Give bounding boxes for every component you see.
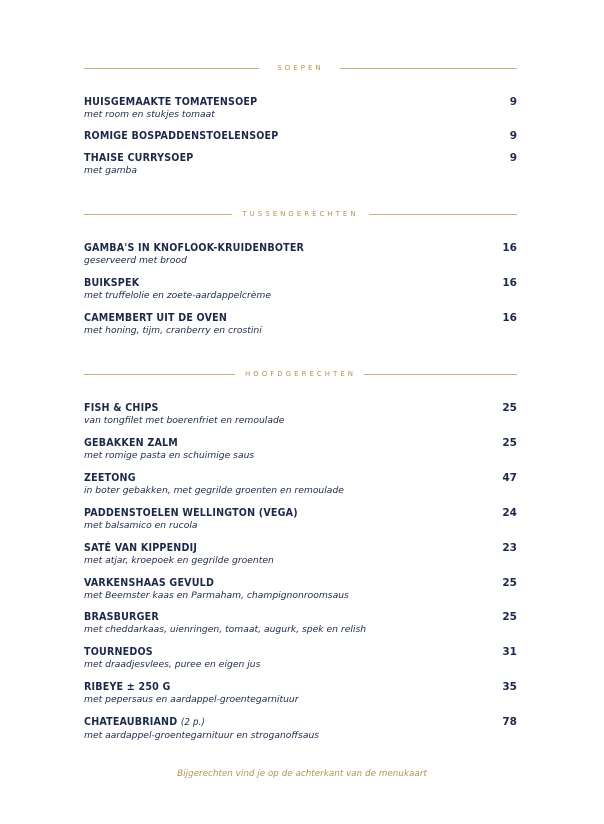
item-name: SATÉ VAN KIPPENDIJ [84, 542, 198, 554]
item-description: met draadjesvlees, puree en eigen jus [84, 659, 261, 670]
section-title: HOOFDGERECHTEN [235, 370, 366, 378]
menu-item [84, 95, 517, 121]
item-description: met honing, tijm, cranberry en crostini [84, 325, 262, 336]
menu-item [84, 401, 517, 427]
item-description: met cheddarkaas, uienringen, tomaat, augurk, spek en relish [84, 624, 367, 635]
item-description: met pepersaus en aardappel-groentegarnituur [84, 694, 299, 705]
item-name: THAISE CURRYSOEP [84, 152, 194, 164]
item-price: 25 [502, 577, 517, 589]
divider-line [369, 214, 517, 215]
item-description: met romige pasta en schuimige saus [84, 450, 255, 461]
item-price: 31 [502, 646, 517, 658]
item-price: 16 [502, 312, 517, 324]
item-description: met room en stukjes tomaat [84, 109, 215, 120]
item-price: 35 [502, 681, 517, 693]
menu-item [84, 506, 517, 532]
divider-line [84, 374, 244, 375]
footer-note: Bijgerechten vind je op de achterkant van de menukaart [177, 769, 427, 779]
item-name-text: CHATEAUBRIAND [84, 716, 178, 728]
menu-item [84, 311, 517, 337]
item-name: GEBAKKEN ZALM [84, 437, 178, 449]
item-price: 9 [509, 96, 517, 108]
menu-item [84, 576, 517, 602]
item-price: 24 [502, 507, 517, 519]
item-price: 9 [509, 152, 517, 164]
item-name: GAMBA'S IN KNOFLOOK-KRUIDENBOTER [84, 242, 305, 254]
section-header [84, 367, 517, 381]
item-description: met balsamico en rucola [84, 520, 198, 531]
item-name: ZEETONG [84, 472, 136, 484]
section-soepen [84, 61, 517, 75]
item-name: FISH & CHIPS [84, 402, 159, 414]
item-name: CAMEMBERT UIT DE OVEN [84, 312, 228, 324]
item-description: met truffelolie en zoete-aardappelcrème [84, 290, 271, 301]
item-price: 16 [502, 277, 517, 289]
item-name: VARKENSHAAS GEVULD [84, 577, 215, 589]
section-header [84, 207, 517, 221]
item-description: met aardappel-groentegarnituur en stroganoffsaus [84, 730, 320, 741]
item-price: 23 [502, 542, 517, 554]
section-title: TUSSENGERECHTEN [232, 210, 368, 218]
item-price: 47 [502, 472, 517, 484]
item-name: BRASBURGER [84, 611, 159, 623]
menu-item [84, 541, 517, 567]
menu-item [84, 276, 517, 302]
item-name: PADDENSTOELEN WELLINGTON (VEGA) [84, 507, 298, 519]
divider-line [364, 374, 517, 375]
menu-item [84, 645, 517, 671]
section-tussengerechten [84, 207, 517, 221]
item-description: van tongfilet met boerenfriet en remoulade [84, 415, 285, 426]
item-price: 25 [502, 437, 517, 449]
item-price: 25 [502, 611, 517, 623]
divider-line [84, 214, 232, 215]
item-price: 78 [502, 716, 517, 728]
item-description: geserveerd met brood [84, 255, 187, 266]
menu-item [84, 680, 517, 706]
item-description: met atjar, kroepoek en gegrilde groenten [84, 555, 274, 566]
menu-item [84, 129, 517, 143]
item-description: met Beemster kaas en Parmaham, champignonroomsaus [84, 590, 349, 601]
menu-item [84, 715, 517, 742]
section-title: SOEPEN [267, 64, 333, 72]
menu-item [84, 436, 517, 462]
item-name: RIBEYE ± 250 G [84, 681, 171, 693]
item-description: met gamba [84, 165, 137, 176]
item-name: HUISGEMAAKTE TOMATENSOEP [84, 96, 258, 108]
menu-item [84, 471, 517, 497]
divider-line [84, 68, 259, 69]
item-name: BUIKSPEK [84, 277, 140, 289]
item-name: ROMIGE BOSPADDENSTOELENSOEP [84, 130, 279, 142]
menu-item [84, 241, 517, 267]
item-price: 25 [502, 402, 517, 414]
menu-item [84, 151, 517, 177]
menu-item [84, 610, 517, 636]
section-header [84, 61, 517, 75]
section-hoofdgerechten [84, 367, 517, 381]
item-description: in boter gebakken, met gegrilde groenten en remoulade [84, 485, 344, 496]
item-name [84, 715, 517, 730]
item-price: 9 [509, 130, 517, 142]
divider-line [340, 68, 517, 69]
item-price: 16 [502, 242, 517, 254]
item-name: TOURNEDOS [84, 646, 153, 658]
item-portion-note: (2 p.) [180, 717, 206, 728]
